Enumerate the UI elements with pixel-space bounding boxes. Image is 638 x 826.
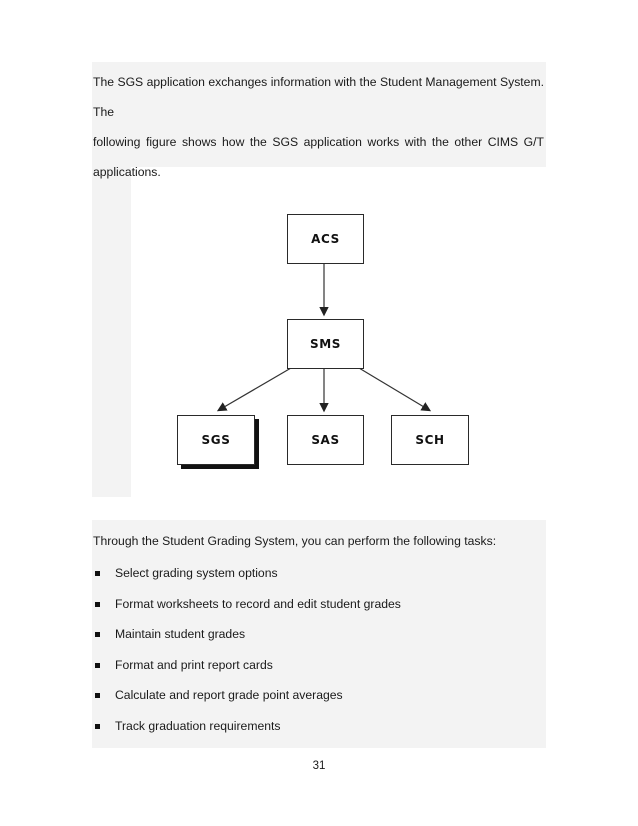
- bullet-icon: [95, 602, 100, 607]
- intro-paragraph: [93, 67, 544, 187]
- task-text: Calculate and report grade point averages: [115, 688, 343, 702]
- bullet-icon: [95, 663, 100, 668]
- task-text: Format worksheets to record and edit student grades: [115, 596, 401, 611]
- list-item: [93, 653, 401, 684]
- box-acs: ACS: [287, 214, 364, 264]
- bullet-icon: [95, 571, 100, 576]
- task-text: Maintain student grades: [115, 627, 246, 641]
- box-sms: SMS: [287, 319, 364, 369]
- box-sgs: SGS: [177, 415, 255, 465]
- tasks-heading: Through the Student Grading System, you can perform the following tasks:: [93, 534, 497, 548]
- application-diagram: [131, 196, 527, 490]
- list-item: [93, 561, 401, 592]
- page-number: 31: [312, 760, 326, 772]
- box-sch: SCH: [391, 415, 469, 465]
- task-text: Select grading system options: [115, 566, 278, 580]
- figure-left-band: [92, 167, 131, 497]
- task-text: Format and print report cards: [115, 657, 273, 672]
- arrow-sms-to-sch: [359, 368, 429, 410]
- intro-line-2: following figure shows how the SGS application works with the other CIMS G/T: [93, 135, 544, 149]
- intro-line-3: applications.: [93, 165, 161, 179]
- tasks-list: [93, 561, 401, 744]
- arrow-sms-to-sgs: [219, 368, 291, 410]
- box-sas: SAS: [287, 415, 364, 465]
- task-text: Track graduation requirements: [115, 718, 281, 733]
- list-item: [93, 714, 401, 745]
- list-item: [93, 683, 401, 714]
- list-item: [93, 592, 401, 623]
- list-item: [93, 622, 401, 653]
- bullet-icon: [95, 724, 100, 729]
- intro-line-1: The SGS application exchanges information with the Student Management System. The: [93, 75, 544, 119]
- bullet-icon: [95, 632, 100, 637]
- bullet-icon: [95, 693, 100, 698]
